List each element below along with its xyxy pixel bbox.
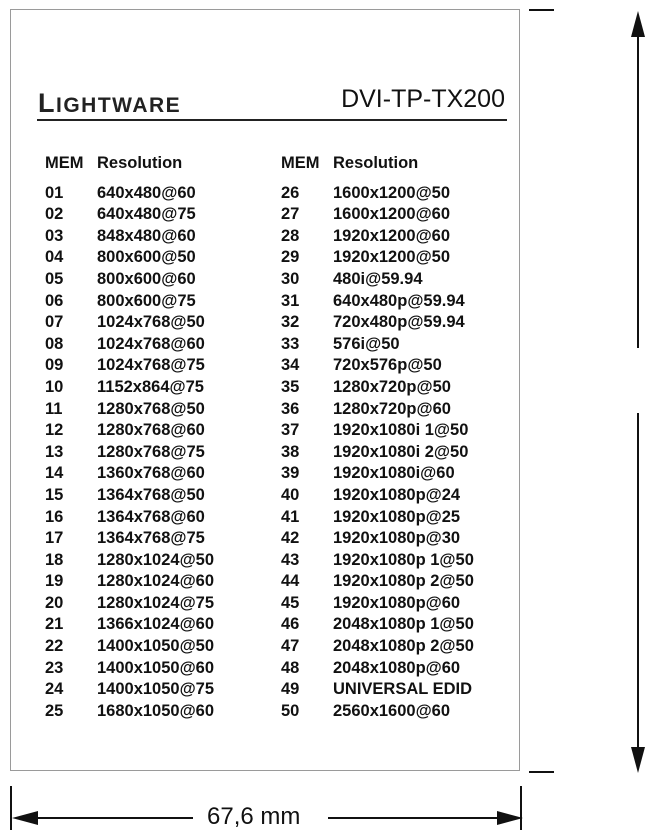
mem-slot-number: 31 [281, 291, 300, 310]
table-row [281, 399, 474, 421]
header-rule [37, 119, 507, 121]
resolution-value: 848x480@60 [97, 226, 196, 245]
resolution-value: 1400x1050@50 [97, 637, 215, 656]
mem-slot-number: 21 [45, 615, 64, 634]
resolution-value: 1280x720p@60 [333, 399, 451, 418]
mem-slot-number: 08 [45, 334, 64, 353]
resolution-value: 1680x1050@60 [97, 701, 215, 720]
mem-slot-number: 07 [45, 313, 64, 332]
resolution-value: 1600x1200@60 [333, 205, 451, 224]
table-row [281, 204, 474, 226]
mem-slot-number: 29 [281, 248, 300, 267]
mem-slot-number: 04 [45, 248, 64, 267]
table-row [281, 420, 474, 442]
mem-slot-number: 35 [281, 377, 300, 396]
resolution-value: 800x600@50 [97, 248, 196, 267]
mem-slot-number: 28 [281, 226, 300, 245]
resolution-value: 720x480p@59.94 [333, 313, 465, 332]
table-row [45, 226, 214, 248]
table-row [45, 636, 214, 658]
resolution-value: 1920x1200@60 [333, 226, 451, 245]
table-row [281, 679, 474, 701]
table-row [281, 593, 474, 615]
resolution-value: 1920x1080p@25 [333, 507, 461, 526]
mem-slot-number: 01 [45, 183, 64, 202]
table-row [45, 204, 214, 226]
mem-slot-number: 16 [45, 507, 64, 526]
mem-slot-number: 10 [45, 377, 64, 396]
table-row [281, 247, 474, 269]
table-right-column [281, 153, 474, 722]
table-row [45, 247, 214, 269]
width-dimension-line-left [38, 817, 193, 819]
model-name: DVI-TP-TX200 [341, 85, 505, 113]
mem-slot-number: 45 [281, 593, 300, 612]
table-row [281, 269, 474, 291]
table-row [281, 291, 474, 313]
mem-slot-number: 44 [281, 572, 300, 591]
mem-slot-number: 20 [45, 593, 64, 612]
mem-slot-number: 27 [281, 205, 300, 224]
mem-slot-number: 12 [45, 421, 64, 440]
table-row [281, 442, 474, 464]
resolution-value: 1920x1080p@60 [333, 593, 461, 612]
table-row [281, 658, 474, 680]
table-row [281, 334, 474, 356]
mem-slot-number: 23 [45, 658, 64, 677]
resolution-value: 576i@50 [333, 334, 400, 353]
mem-slot-number: 49 [281, 680, 300, 699]
resolution-value: 1280x720p@50 [333, 377, 451, 396]
table-row [281, 312, 474, 334]
mem-slot-number: 02 [45, 205, 64, 224]
table-row [45, 355, 214, 377]
mem-slot-number: 05 [45, 269, 64, 288]
table-row [45, 701, 214, 723]
width-dimension-label: 67,6 mm [207, 803, 301, 830]
resolution-value: 1280x768@60 [97, 421, 205, 440]
resolution-value: 1920x1080p@24 [333, 485, 461, 504]
table-row [281, 636, 474, 658]
mem-slot-number: 22 [45, 637, 64, 656]
table-row [45, 679, 214, 701]
table-left-column [45, 153, 214, 722]
table-header [45, 153, 214, 175]
mem-slot-number: 09 [45, 356, 64, 375]
mem-slot-number: 18 [45, 550, 64, 569]
mem-slot-number: 06 [45, 291, 64, 310]
table-row [45, 377, 214, 399]
mem-slot-number: 38 [281, 442, 300, 461]
resolution-value: 1920x1080i 1@50 [333, 421, 469, 440]
table-row [45, 463, 214, 485]
resolution-value: 1280x1024@60 [97, 572, 215, 591]
height-arrow-up-icon [631, 11, 645, 37]
table-row [45, 442, 214, 464]
table-row [281, 183, 474, 205]
height-dimension-bottom-tick [529, 771, 554, 773]
mem-slot-number: 34 [281, 356, 300, 375]
resolution-value: 1364x768@75 [97, 529, 205, 548]
header-resolution: Resolution [333, 154, 419, 172]
resolution-value: 640x480@75 [97, 205, 196, 224]
table-header [281, 153, 474, 175]
table-row [45, 485, 214, 507]
mem-slot-number: 43 [281, 550, 300, 569]
resolution-value: 2048x1080p 2@50 [333, 637, 474, 656]
mem-slot-number: 36 [281, 399, 300, 418]
brand-initial: L [38, 88, 56, 118]
table-row [45, 183, 214, 205]
table-row [45, 528, 214, 550]
height-dimension-line-lower [637, 413, 639, 748]
resolution-value: UNIVERSAL EDID [333, 680, 473, 699]
resolution-value: 1280x768@50 [97, 399, 205, 418]
mem-slot-number: 13 [45, 442, 64, 461]
resolution-value: 640x480p@59.94 [333, 291, 465, 310]
header-mem: MEM [281, 154, 320, 172]
resolution-value: 1024x768@60 [97, 334, 205, 353]
resolution-value: 1920x1080p 1@50 [333, 550, 474, 569]
height-arrow-down-icon [631, 747, 645, 773]
resolution-value: 720x576p@50 [333, 356, 442, 375]
mem-slot-number: 46 [281, 615, 300, 634]
table-row [281, 507, 474, 529]
resolution-value: 1400x1050@75 [97, 680, 215, 699]
resolution-value: 1024x768@75 [97, 356, 205, 375]
resolution-value: 1024x768@50 [97, 313, 205, 332]
table-row [45, 269, 214, 291]
mem-slot-number: 40 [281, 485, 300, 504]
mem-slot-number: 25 [45, 701, 64, 720]
header-mem: MEM [45, 154, 84, 172]
mem-slot-number: 47 [281, 637, 300, 656]
table-row [45, 571, 214, 593]
mem-slot-number: 48 [281, 658, 300, 677]
resolution-value: 2048x1080p 1@50 [333, 615, 474, 634]
mem-slot-number: 17 [45, 529, 64, 548]
table-row [281, 485, 474, 507]
height-dimension-line-upper [637, 36, 639, 348]
table-row [45, 334, 214, 356]
mem-slot-number: 50 [281, 701, 300, 720]
resolution-value: 1920x1080i@60 [333, 464, 455, 483]
resolution-value: 1280x1024@75 [97, 593, 215, 612]
table-row [281, 614, 474, 636]
edid-label-card [10, 9, 520, 771]
mem-slot-number: 19 [45, 572, 64, 591]
mem-slot-number: 32 [281, 313, 300, 332]
table-row [45, 312, 214, 334]
table-row [45, 420, 214, 442]
table-row [281, 571, 474, 593]
mem-slot-number: 41 [281, 507, 300, 526]
mem-slot-number: 24 [45, 680, 64, 699]
table-row [45, 614, 214, 636]
resolution-value: 1280x768@75 [97, 442, 205, 461]
mem-slot-number: 15 [45, 485, 64, 504]
mem-slot-number: 30 [281, 269, 300, 288]
resolution-value: 1360x768@60 [97, 464, 205, 483]
resolution-value: 1152x864@75 [97, 377, 204, 396]
table-row [45, 658, 214, 680]
table-row [45, 399, 214, 421]
brand-rest: IGHTWARE [56, 94, 182, 117]
resolution-value: 1366x1024@60 [97, 615, 215, 634]
resolution-value: 1364x768@60 [97, 507, 205, 526]
resolution-value: 1364x768@50 [97, 485, 205, 504]
mem-slot-number: 14 [45, 464, 64, 483]
mem-slot-number: 03 [45, 226, 64, 245]
resolution-value: 1920x1080i 2@50 [333, 442, 469, 461]
resolution-value: 2048x1080p@60 [333, 658, 461, 677]
table-row [281, 377, 474, 399]
height-dimension-top-tick [529, 9, 554, 11]
mem-slot-number: 37 [281, 421, 300, 440]
table-row [45, 550, 214, 572]
mem-slot-number: 26 [281, 183, 300, 202]
table-row [281, 355, 474, 377]
table-row [281, 463, 474, 485]
table-row [45, 593, 214, 615]
resolution-value: 1600x1200@50 [333, 183, 451, 202]
table-row [45, 291, 214, 313]
brand-logo [38, 88, 181, 119]
mem-slot-number: 39 [281, 464, 300, 483]
table-row [45, 507, 214, 529]
header-resolution: Resolution [97, 154, 183, 172]
table-row [281, 226, 474, 248]
resolution-value: 640x480@60 [97, 183, 196, 202]
width-arrow-right-icon [497, 811, 523, 825]
width-dimension-line-right [328, 817, 498, 819]
mem-slot-number: 33 [281, 334, 300, 353]
resolution-value: 1920x1080p 2@50 [333, 572, 474, 591]
resolution-value: 1400x1050@60 [97, 658, 215, 677]
resolution-value: 800x600@60 [97, 269, 196, 288]
table-row [281, 550, 474, 572]
mem-slot-number: 11 [45, 399, 63, 418]
resolution-value: 1920x1200@50 [333, 248, 451, 267]
width-arrow-left-icon [12, 811, 38, 825]
table-row [281, 701, 474, 723]
mem-slot-number: 42 [281, 529, 300, 548]
resolution-value: 2560x1600@60 [333, 701, 451, 720]
resolution-value: 800x600@75 [97, 291, 196, 310]
resolution-value: 1280x1024@50 [97, 550, 215, 569]
table-row [281, 528, 474, 550]
resolution-value: 480i@59.94 [333, 269, 423, 288]
resolution-value: 1920x1080p@30 [333, 529, 461, 548]
